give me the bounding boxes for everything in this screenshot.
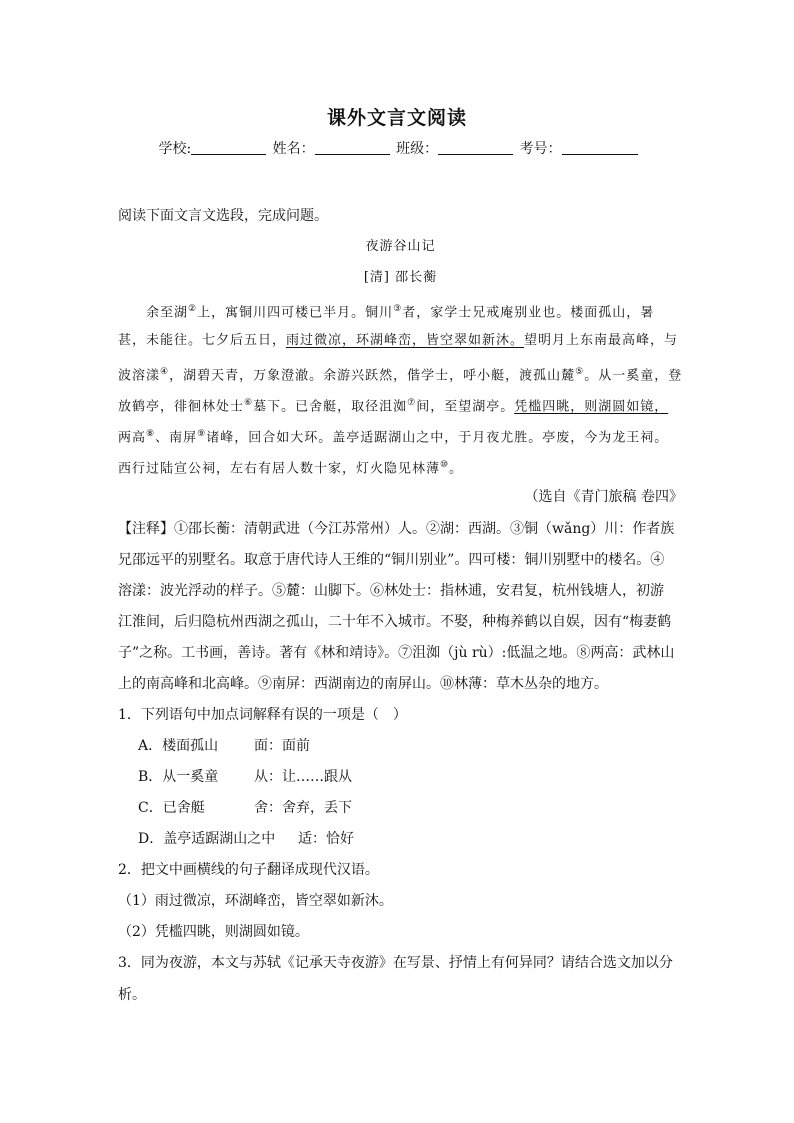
passage-line-6: 西行过陆宣公祠，左右有居人数十家，灯火隐见林薄⑩。 xyxy=(118,460,464,477)
class-blank[interactable] xyxy=(438,140,513,155)
notes-line-3: 溶漾：波光浮动的样子。⑤麓：山脚下。⑥林处士：指林逋，安君复，杭州钱塘人，初游 xyxy=(118,583,664,599)
class-label: 班级： xyxy=(396,141,439,157)
page-title: 课外文言文阅读 xyxy=(326,107,467,129)
notes-line-5: 子”之称。工书画，善诗。著有《林和靖诗》。⑦沮洳（jù rù）:低温之地。⑧两高：武林山 xyxy=(118,645,675,661)
student-info-row xyxy=(0,138,794,158)
question-3: 3．同为夜游，本文与苏轼《记承天寺夜游》在写景、抒情上有何异同？请结合选文加以分 xyxy=(118,955,673,971)
name-blank[interactable] xyxy=(315,140,390,155)
passage-line-1: 余至湖②上，寓铜川四可楼已半月。铜川③者，家学士兄戒庵别业也。楼面孤山，暑 xyxy=(146,304,655,321)
passage-line-4: 放鹤亭，徘徊林处士⑥墓下。已舍艇，取径沮洳⑦间，至望湖亭。凭槛四眺，则湖圆如镜， xyxy=(118,398,669,415)
exam-number-blank[interactable] xyxy=(562,140,638,155)
notes-line-6: 上的南高峰和北高峰。⑨南屏：西湖南边的南屏山。⑩林薄：草木丛杂的地方。 xyxy=(118,676,608,692)
option-d[interactable]: D．盖亭适踞湖山之中 适：恰好 xyxy=(138,831,354,847)
passage-line-3: 波溶漾④，湖碧天青，万象澄澈。余游兴跃然，偕学士，呼小艇，渡孤山麓⑤。从一奚童，登 xyxy=(118,367,683,384)
underlined-sentence-1: 雨过微凉，环湖峰峦，皆空翠如新沐。 xyxy=(286,333,525,348)
question-2: 2．把文中画横线的句子翻译成现代汉语。 xyxy=(118,862,379,878)
notes-line-4: 江淮间，后归隐杭州西湖之孤山，二十年不入城市。不娶，种梅养鹤以自娱，因有“梅妻鹤 xyxy=(118,614,672,630)
passage-author: [清] 邵长蘅 xyxy=(363,270,438,285)
notes-line-2: 兄邵远平的别墅名。取意于唐代诗人王维的“铜川别业”。四可楼：铜川别墅中的楼名。④ xyxy=(118,552,665,568)
option-b[interactable]: B．从一奚童 从：让……跟从 xyxy=(138,769,352,785)
question-2-part-2: （2）凭槛四眺，则湖圆如镜。 xyxy=(118,924,309,940)
option-a[interactable]: A．楼面孤山 面：面前 xyxy=(138,738,310,754)
passage-line-5: 两高⑧、南屏⑨诸峰，回合如大环。盖亭适踞湖山之中，于月夜尤胜。亭废，今为龙王祠。 xyxy=(118,429,669,446)
exam-number-label: 考号： xyxy=(519,141,562,157)
question-1: 1．下列语句中加点词解释有误的一项是（ ） xyxy=(118,707,407,723)
school-blank[interactable] xyxy=(191,140,266,155)
question-3-cont: 析。 xyxy=(118,987,146,1003)
passage-line-2: 甚，未能往。七夕后五日，雨过微凉，环湖峰峦，皆空翠如新沐。望明月上东南最高峰，与 xyxy=(118,333,679,348)
underlined-sentence-2: 凭槛四眺，则湖圆如镜， xyxy=(514,399,669,415)
passage-title: 夜游谷山记 xyxy=(365,239,436,254)
passage-source: （选自《青门旅稿 卷四》 xyxy=(524,489,683,505)
school-label: 学校: xyxy=(158,141,192,157)
name-label: 姓名： xyxy=(272,141,315,157)
option-c[interactable]: C．已舍艇 舍：舍弃，丢下 xyxy=(138,800,352,816)
question-2-part-1: （1）雨过微凉，环湖峰峦，皆空翠如新沐。 xyxy=(118,893,393,909)
instruction-text: 阅读下面文言文选段，完成问题。 xyxy=(118,208,328,224)
notes-line-1: 【注释】①邵长蘅：清朝武进（今江苏常州）人。②湖：西湖。③铜（wǎng）川：作者族 xyxy=(118,521,675,537)
